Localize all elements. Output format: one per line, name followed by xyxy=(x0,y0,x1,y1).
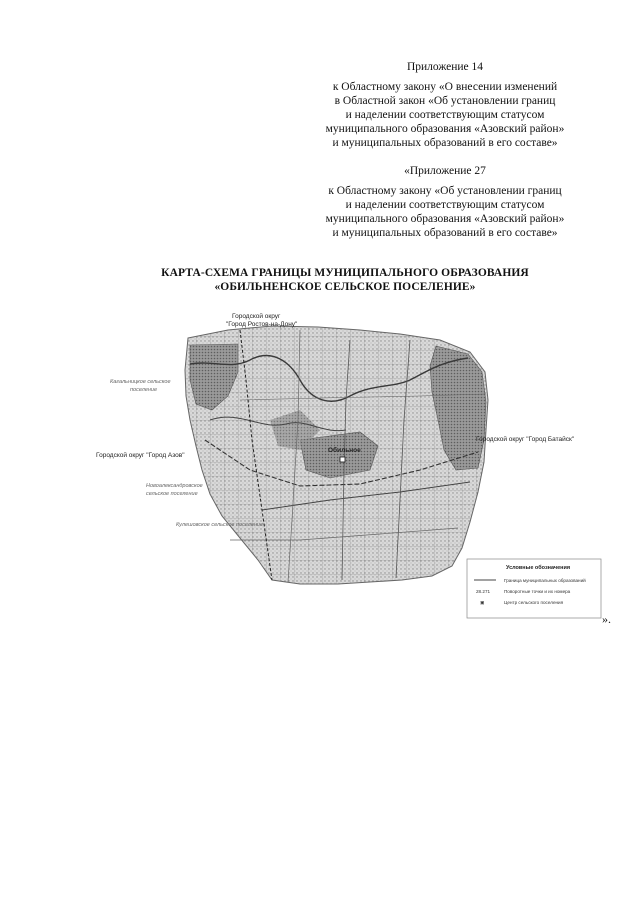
label-west-mid-line2: сельское поселение xyxy=(146,491,198,497)
map-heading-line1: КАРТА-СХЕМА ГРАНИЦЫ МУНИЦИПАЛЬНОГО ОБРАЗОВАНИЯ xyxy=(161,267,529,279)
label-obilnoe: Обильное xyxy=(328,447,361,454)
label-west-top-line2: поселение xyxy=(130,387,158,393)
appendix-14-line: и наделении соответствующим статусом xyxy=(345,109,545,121)
legend-center-symbol: ▣ xyxy=(480,600,485,605)
appendix-14-line: и муниципальных образований в его составе» xyxy=(332,137,558,149)
closing-quote-mark: ». xyxy=(602,612,611,626)
label-rostov-line2: "Город Ростов-на-Дону" xyxy=(226,321,298,328)
label-bataysk: Городской округ "Город Батайск" xyxy=(476,436,575,443)
label-west-mid-line1: Новоалександровское xyxy=(146,483,203,489)
label-west-top-line1: Кагальницкое сельское xyxy=(110,379,171,385)
map-heading-line2: «ОБИЛЬНЕНСКОЕ СЕЛЬСКОЕ ПОСЕЛЕНИЕ» xyxy=(214,281,476,293)
legend-item-text: Центр сельского поселения xyxy=(504,600,564,605)
legend-point-symbol: 28.271 xyxy=(476,589,491,594)
legend-item-text: Поворотные точки и их номера xyxy=(504,589,571,594)
label-south: Кулешовское сельское поселение xyxy=(176,522,264,528)
map-legend xyxy=(467,559,601,618)
legend-item-text: Граница муниципальных образований xyxy=(504,578,586,583)
appendix-27-line: и наделении соответствующим статусом xyxy=(345,199,545,211)
appendix-27-line: и муниципальных образований в его составе» xyxy=(332,227,558,239)
label-azov: Городской округ "Город Азов" xyxy=(96,452,185,459)
legend-title: Условные обозначения xyxy=(506,565,571,571)
appendix-14-line: к Областному закону «О внесении изменений xyxy=(332,81,558,93)
settlement-center-marker xyxy=(340,457,345,462)
appendix-14-line: муниципального образования «Азовский район» xyxy=(325,123,565,135)
appendix-27-line: муниципального образования «Азовский район» xyxy=(325,213,565,225)
appendix-14-line: в Областной закон «Об установлении границ xyxy=(334,95,556,107)
label-rostov-line1: Городской округ xyxy=(232,313,281,320)
appendix-27-title: «Приложение 27 xyxy=(404,165,486,177)
appendix-14-title: Приложение 14 xyxy=(406,61,484,73)
appendix-27-line: к Областному закону «Об установлении границ xyxy=(328,185,562,197)
